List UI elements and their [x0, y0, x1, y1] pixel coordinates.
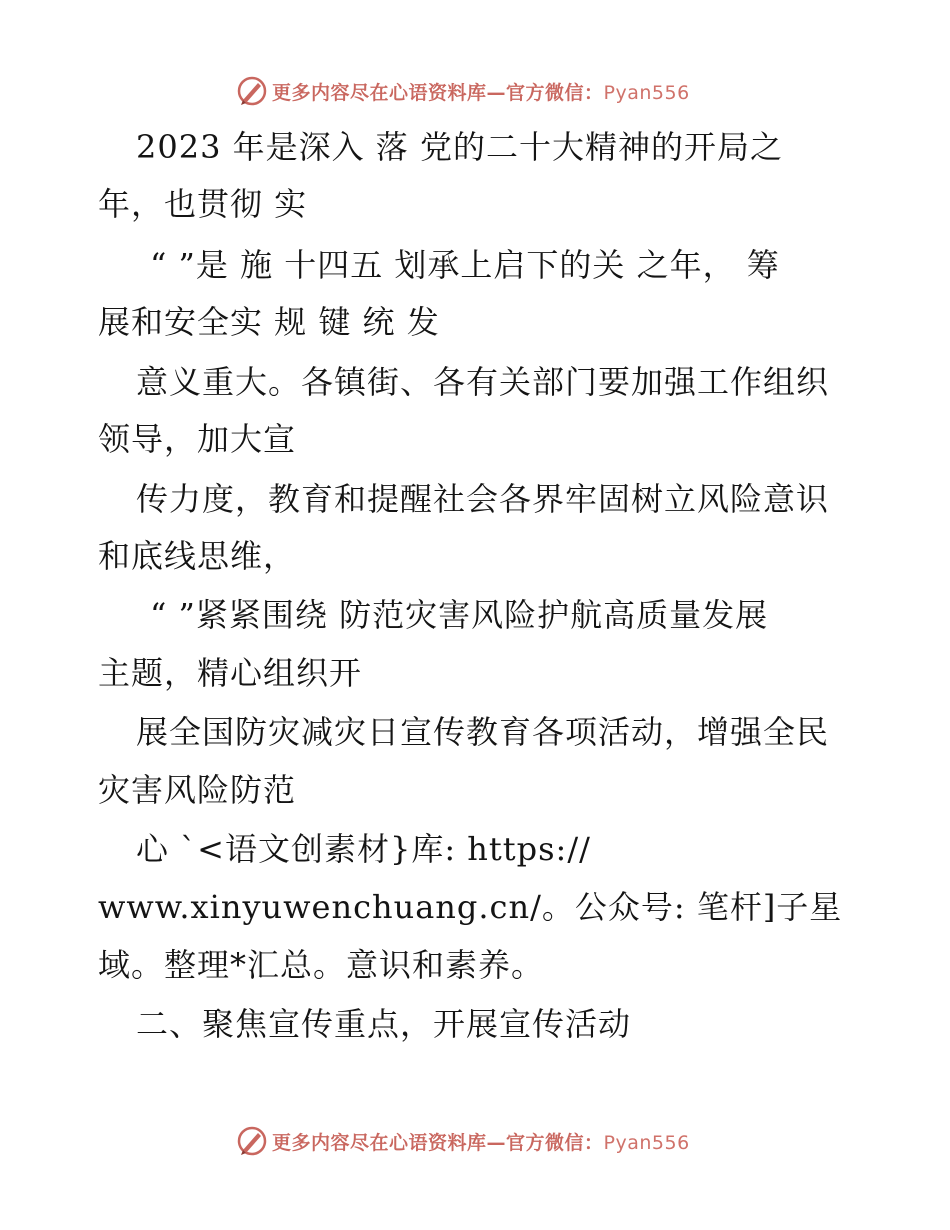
watermark-text: 更多内容尽在心语资料库—官方微信：Pyan556	[272, 1131, 690, 1154]
body-line: www.xinyuwenchuang.cn/。公众号: 笔杆]子星	[98, 888, 843, 926]
watermark-text: 更多内容尽在心语资料库—官方微信：Pyan556	[272, 81, 690, 104]
body-line: “ ”是 施 十四五 划承上启下的关 之年， 筹	[150, 246, 780, 284]
section-heading: 二、聚焦宣传重点，开展宣传活动	[136, 1005, 632, 1043]
body-line: 意义重大。各镇街、各有关部门要加强工作组织	[136, 363, 830, 401]
body-line: 展和安全实 规 键 统 发	[98, 303, 440, 341]
pen-logo-icon	[236, 1125, 268, 1157]
body-line: “ ”紧紧围绕 防范灾害风险护航高质量发展	[150, 596, 769, 634]
body-line: 主题，精心组织开	[98, 654, 363, 692]
body-line: 领导，加大宣	[98, 420, 297, 458]
body-line: 年，也贯彻 实	[98, 185, 308, 223]
watermark-banner-top	[236, 74, 690, 108]
body-line: 展全国防灾减灾日宣传教育各项活动，增强全民	[136, 713, 830, 751]
pen-logo-icon	[236, 75, 268, 107]
body-line: 2023 年是深入 落 党的二十大精神的开局之	[136, 128, 783, 166]
body-line: 灾害风险防范	[98, 771, 297, 809]
body-line: 域。整理*汇总。意识和素养。	[98, 946, 545, 984]
body-line: 传力度，教育和提醒社会各界牢固树立风险意识	[136, 480, 830, 518]
body-line: 和底线思维，	[98, 537, 297, 575]
body-line: 心 `<语文创素材}库: https://	[136, 830, 591, 868]
watermark-banner-bottom	[236, 1124, 690, 1158]
